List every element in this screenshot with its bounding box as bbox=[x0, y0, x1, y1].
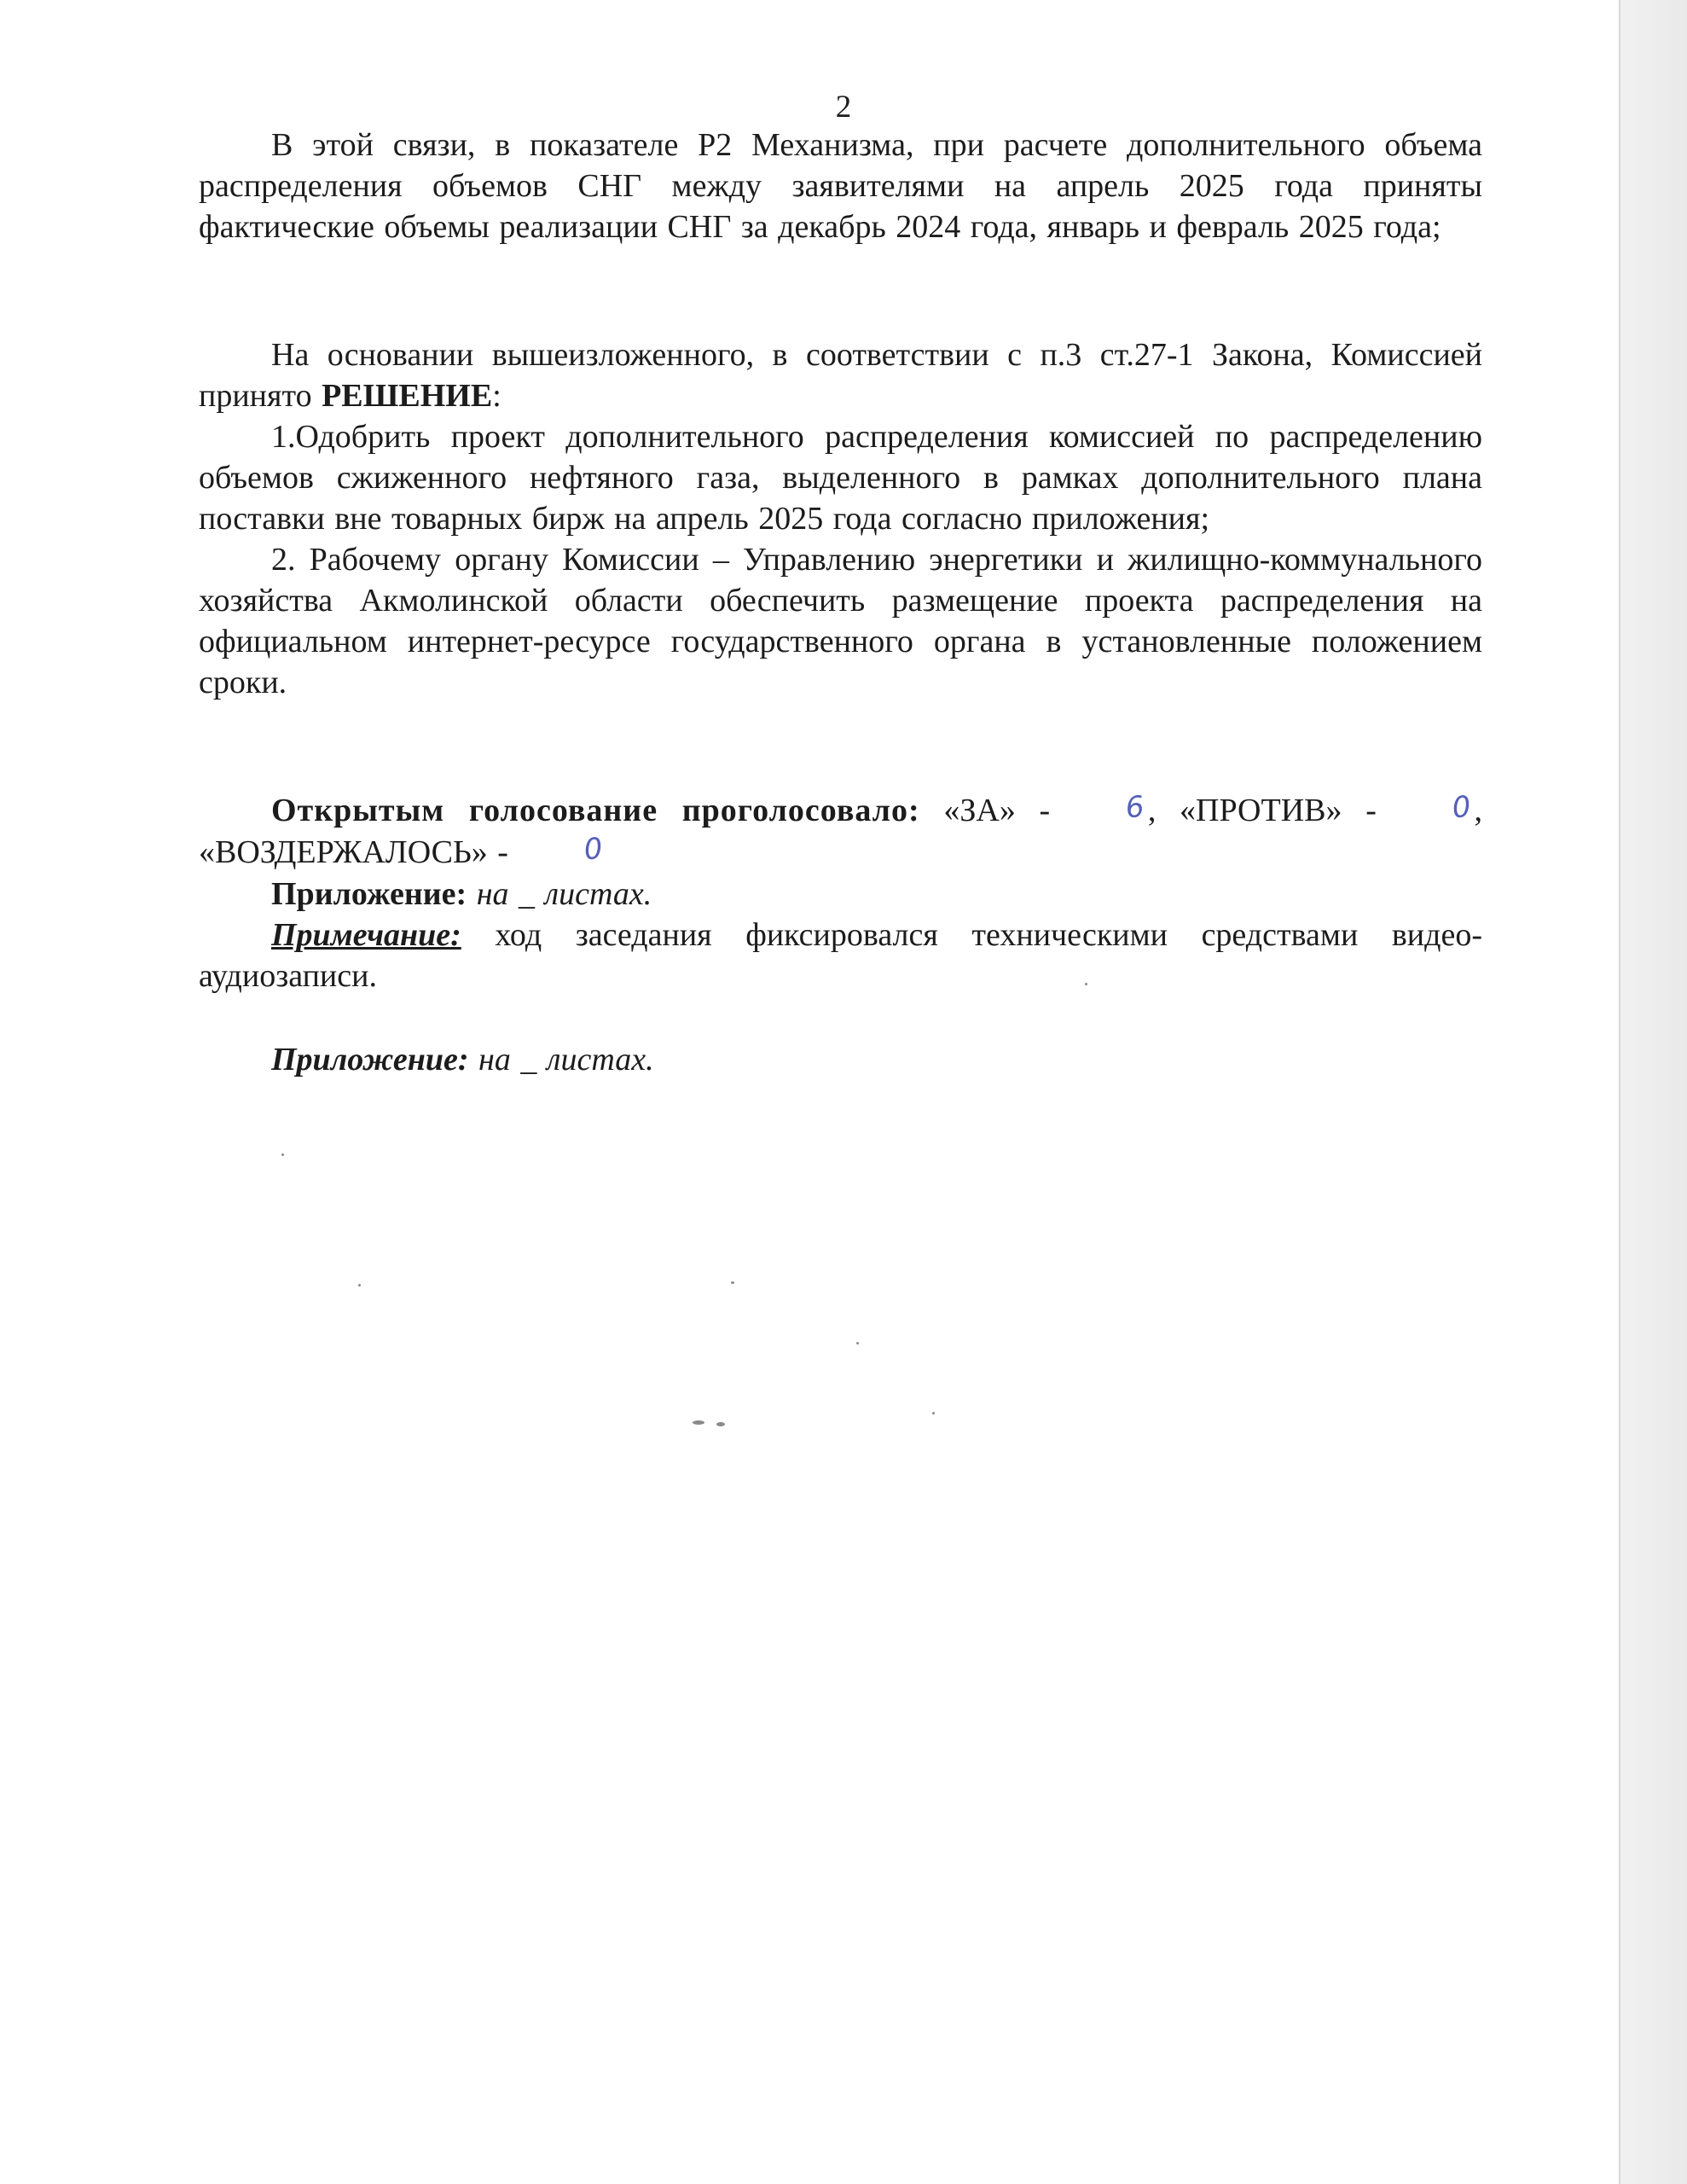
decision-item-2: 2. Рабочему органу Комиссии – Управлению энергетики и жилищно-коммунального хозяйства Акмолинской области обеспечить размещение проекта распределения на официальном интернет-ресурсе государственного органа в установленные положением сроки. bbox=[199, 542, 1482, 700]
scan-edge-line bbox=[1619, 0, 1620, 2184]
decision-colon: : bbox=[492, 378, 501, 414]
note-line bbox=[199, 915, 1482, 996]
attachment-text-2: на _ листах. bbox=[478, 1042, 654, 1077]
attachment-line-2 bbox=[199, 1039, 1482, 1080]
note-label: Примечание: bbox=[271, 917, 461, 953]
scan-speck bbox=[281, 1153, 284, 1156]
attachment-section-2 bbox=[199, 1039, 1482, 1080]
vote-for-label: «ЗА» - bbox=[943, 793, 1051, 828]
scan-edge-shadow bbox=[1620, 0, 1687, 2184]
decision-word: РЕШЕНИЕ bbox=[322, 378, 493, 414]
scan-speck bbox=[1085, 983, 1087, 985]
paragraph-p2-mechanism: В этой связи, в показателе Р2 Механизма, при расчете дополнительного объема распределения объемов СНГ между заявителями на апрель 2025 года приняты фактические объемы реализации СНГ за декабрь 2024 года, январь и февраль 2025 года; bbox=[199, 127, 1482, 245]
decision-intro-text: На основании вышеизложенного, в соответствии с п.3 ст.27-1 Закона, Комиссией принято bbox=[199, 337, 1482, 414]
scan-speck bbox=[932, 1412, 935, 1414]
attachment-line-1 bbox=[199, 874, 1482, 915]
page-number: 2 bbox=[835, 90, 852, 125]
decision-section bbox=[199, 334, 1482, 703]
scan-speck bbox=[358, 1284, 361, 1287]
scan-speck bbox=[716, 1422, 725, 1426]
note-text: ход заседания фиксировался техническими средствами видео-аудиозаписи. bbox=[199, 917, 1482, 994]
paragraph-decision-intro bbox=[199, 334, 1482, 416]
document-body-top bbox=[199, 125, 1482, 247]
vote-for-value: 6 bbox=[1123, 789, 1146, 826]
attachment-label-1: Приложение: bbox=[271, 876, 467, 912]
scan-speck bbox=[693, 1420, 704, 1425]
vote-abstain-value: 0 bbox=[582, 831, 605, 868]
decision-item-1: 1.Одобрить проект дополнительного распределения комиссией по распределению объемов сжиженного нефтяного газа, выделенного в рамках дополнительного плана поставки вне товарных бирж на апрель 2025 года согласно приложения; bbox=[199, 419, 1482, 537]
vote-against-value: 0 bbox=[1450, 789, 1473, 826]
vote-label: Открытым голосование проголосовало: bbox=[271, 793, 920, 828]
vote-section bbox=[199, 790, 1482, 996]
vote-result bbox=[199, 790, 1482, 874]
attachment-label-2: Приложение: bbox=[271, 1042, 469, 1077]
scan-speck bbox=[856, 1342, 859, 1345]
vote-against-label: , «ПРОТИВ» - bbox=[1147, 793, 1377, 828]
scan-speck bbox=[731, 1281, 734, 1284]
attachment-text-1: на _ листах. bbox=[476, 876, 652, 912]
vote-abstain-label: , «ВОЗДЕРЖАЛОСЬ» - bbox=[199, 793, 1482, 870]
